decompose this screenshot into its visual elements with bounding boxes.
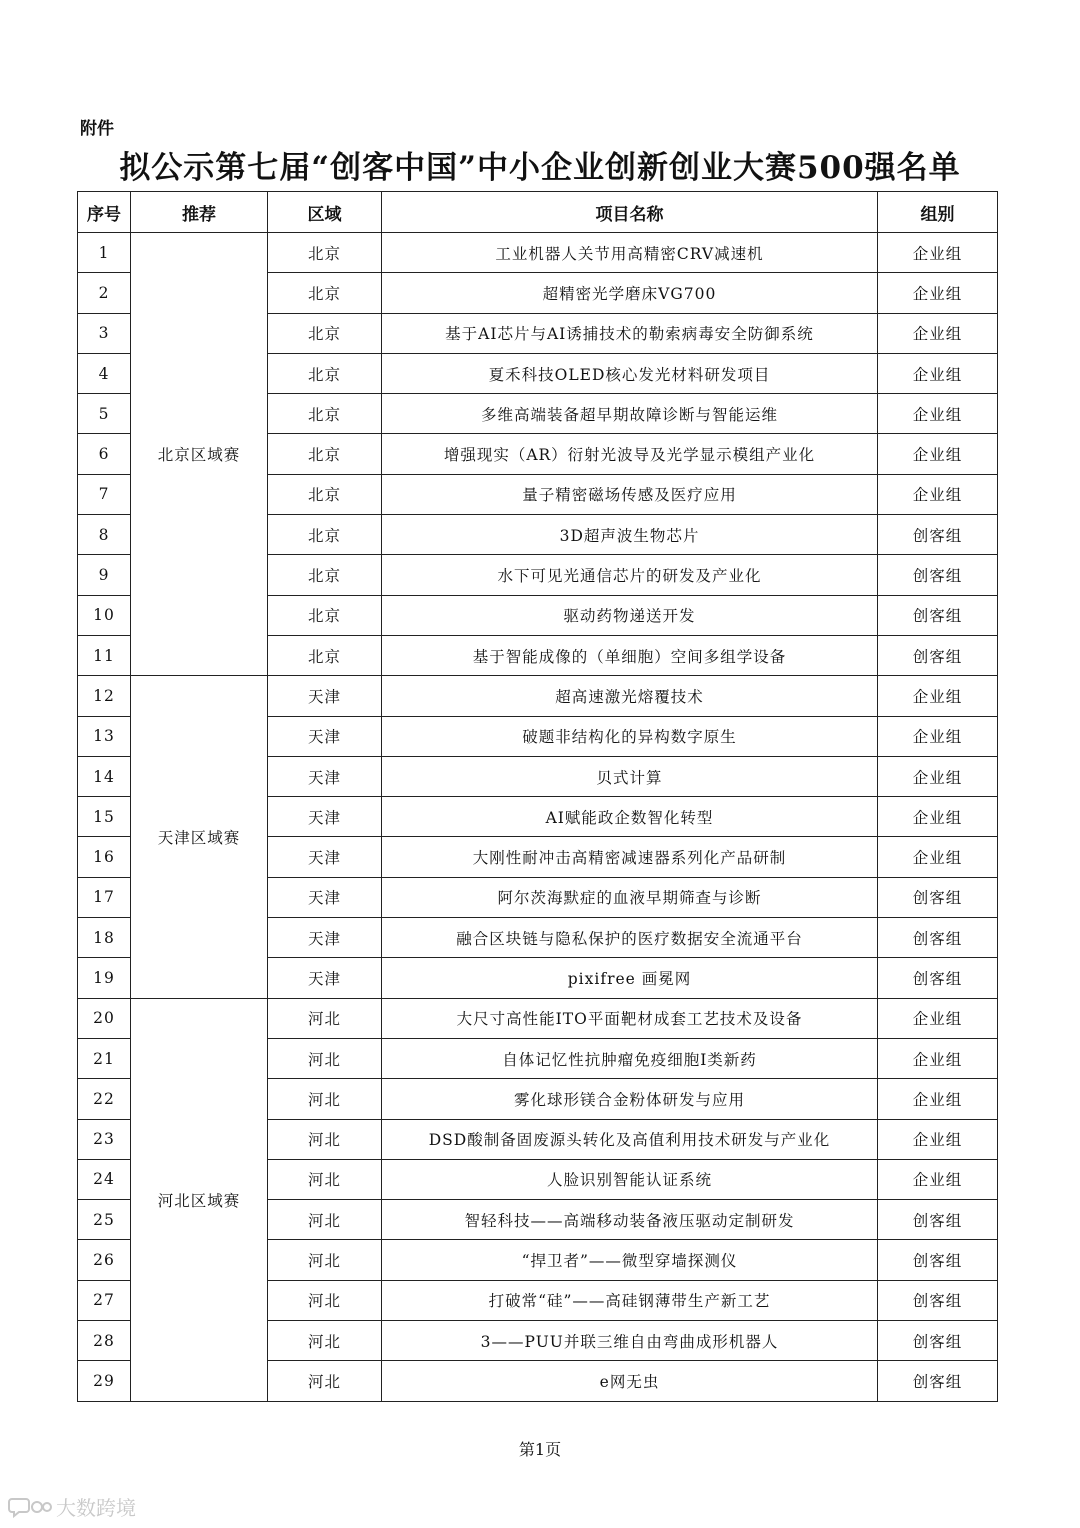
column-header-project-name: 项目名称 [382,192,878,233]
row-number-cell: 4 [78,353,131,393]
project-name-cell: 雾化球形镁合金粉体研发与应用 [382,1079,878,1119]
group-cell: 企业组 [878,1079,998,1119]
table-row [78,998,998,1038]
project-name-cell: 阿尔茨海默症的血液早期筛查与诊断 [382,877,878,917]
chat-bubble-logo-icon [8,1495,52,1519]
row-number-cell: 3 [78,313,131,353]
group-cell: 企业组 [878,676,998,716]
row-number-cell: 15 [78,797,131,837]
region-cell: 河北 [268,1038,382,1078]
project-name-cell: 智轻科技——高端移动装备液压驱动定制研发 [382,1200,878,1240]
row-number-cell: 29 [78,1361,131,1401]
project-name-cell: 大尺寸高性能ITO平面靶材成套工艺技术及设备 [382,998,878,1038]
group-cell: 创客组 [878,1321,998,1361]
group-cell: 企业组 [878,716,998,756]
column-header-number: 序号 [78,192,131,233]
project-name-cell: 人脸识别智能认证系统 [382,1159,878,1199]
group-cell: 企业组 [878,394,998,434]
project-name-cell: 自体记忆性抗肿瘤免疫细胞Ⅰ类新药 [382,1038,878,1078]
row-number-cell: 27 [78,1280,131,1320]
row-number-cell: 25 [78,1200,131,1240]
group-cell: 企业组 [878,434,998,474]
project-name-cell: 基于AI芯片与AI诱捕技术的勒索病毒安全防御系统 [382,313,878,353]
row-number-cell: 24 [78,1159,131,1199]
group-cell: 企业组 [878,1038,998,1078]
project-name-cell: 工业机器人关节用高精密CRV减速机 [382,233,878,273]
recommend-cell: 北京区域赛 [131,233,268,676]
group-cell: 创客组 [878,918,998,958]
group-cell: 企业组 [878,1159,998,1199]
row-number-cell: 11 [78,635,131,675]
project-name-cell: 破题非结构化的异构数字原生 [382,716,878,756]
group-cell: 企业组 [878,273,998,313]
region-cell: 北京 [268,595,382,635]
group-cell: 企业组 [878,998,998,1038]
row-number-cell: 13 [78,716,131,756]
project-name-cell: 超高速激光熔覆技术 [382,676,878,716]
region-cell: 河北 [268,1079,382,1119]
region-cell: 河北 [268,1200,382,1240]
row-number-cell: 18 [78,918,131,958]
row-number-cell: 19 [78,958,131,998]
region-cell: 北京 [268,515,382,555]
project-name-cell: 增强现实（AR）衍射光波导及光学显示模组产业化 [382,434,878,474]
row-number-cell: 21 [78,1038,131,1078]
region-cell: 北京 [268,474,382,514]
row-number-cell: 16 [78,837,131,877]
group-cell: 创客组 [878,515,998,555]
region-cell: 天津 [268,797,382,837]
region-cell: 河北 [268,1361,382,1401]
project-name-cell: 驱动药物递送开发 [382,595,878,635]
region-cell: 北京 [268,555,382,595]
group-cell: 创客组 [878,958,998,998]
group-cell: 企业组 [878,797,998,837]
row-number-cell: 22 [78,1079,131,1119]
page-title: 拟公示第七届“创客中国”中小企业创新创业大赛500强名单 [119,150,961,186]
project-name-cell: “捍卫者”——微型穿墙探测仪 [382,1240,878,1280]
row-number-cell: 6 [78,434,131,474]
project-name-cell: 多维高端装备超早期故障诊断与智能运维 [382,394,878,434]
project-name-cell: 贝式计算 [382,756,878,796]
region-cell: 天津 [268,837,382,877]
project-name-cell: 超精密光学磨床VG700 [382,273,878,313]
region-cell: 北京 [268,353,382,393]
row-number-cell: 7 [78,474,131,514]
group-cell: 创客组 [878,595,998,635]
project-name-cell: 基于智能成像的（单细胞）空间多组学设备 [382,635,878,675]
group-cell: 企业组 [878,313,998,353]
region-cell: 河北 [268,1159,382,1199]
row-number-cell: 12 [78,676,131,716]
watermark-text: 大数跨境 [56,1496,136,1520]
project-name-cell: 夏禾科技OLED核心发光材料研发项目 [382,353,878,393]
group-cell: 企业组 [878,474,998,514]
column-header-recommend: 推荐 [131,192,268,233]
project-name-cell: 融合区块链与隐私保护的医疗数据安全流通平台 [382,918,878,958]
project-name-cell: pixifree 画冕网 [382,958,878,998]
row-number-cell: 20 [78,998,131,1038]
row-number-cell: 17 [78,877,131,917]
region-cell: 天津 [268,877,382,917]
row-number-cell: 8 [78,515,131,555]
group-cell: 创客组 [878,1361,998,1401]
region-cell: 北京 [268,313,382,353]
project-name-cell: DSD酸制备固废源头转化及高值利用技术研发与产业化 [382,1119,878,1159]
region-cell: 河北 [268,998,382,1038]
page-number: 第1页 [518,1440,562,1459]
region-cell: 河北 [268,1321,382,1361]
row-number-cell: 28 [78,1321,131,1361]
region-cell: 河北 [268,1119,382,1159]
table-header-row [78,192,998,233]
region-cell: 河北 [268,1280,382,1320]
attachment-label: 附件 [80,119,114,139]
row-number-cell: 14 [78,756,131,796]
row-number-cell: 5 [78,394,131,434]
project-name-cell: AI赋能政企数智化转型 [382,797,878,837]
table-row [78,233,998,273]
project-name-cell: 3D超声波生物芯片 [382,515,878,555]
region-cell: 天津 [268,958,382,998]
group-cell: 创客组 [878,1200,998,1240]
region-cell: 天津 [268,676,382,716]
region-cell: 天津 [268,918,382,958]
group-cell: 创客组 [878,877,998,917]
award-list-table [77,191,998,1402]
row-number-cell: 10 [78,595,131,635]
row-number-cell: 26 [78,1240,131,1280]
region-cell: 北京 [268,394,382,434]
table-body [78,233,998,1402]
group-cell: 企业组 [878,756,998,796]
region-cell: 北京 [268,233,382,273]
column-header-region: 区域 [268,192,382,233]
row-number-cell: 2 [78,273,131,313]
group-cell: 创客组 [878,555,998,595]
region-cell: 河北 [268,1240,382,1280]
watermark [8,1492,136,1521]
group-cell: 创客组 [878,635,998,675]
recommend-cell: 天津区域赛 [131,676,268,998]
group-cell: 企业组 [878,837,998,877]
group-cell: 企业组 [878,1119,998,1159]
group-cell: 企业组 [878,353,998,393]
region-cell: 北京 [268,273,382,313]
row-number-cell: 23 [78,1119,131,1159]
project-name-cell: e网无虫 [382,1361,878,1401]
row-number-cell: 1 [78,233,131,273]
recommend-cell: 河北区域赛 [131,998,268,1401]
project-name-cell: 水下可见光通信芯片的研发及产业化 [382,555,878,595]
project-name-cell: 量子精密磁场传感及医疗应用 [382,474,878,514]
project-name-cell: 大刚性耐冲击高精密减速器系列化产品研制 [382,837,878,877]
group-cell: 创客组 [878,1280,998,1320]
group-cell: 企业组 [878,233,998,273]
region-cell: 北京 [268,434,382,474]
table-row [78,676,998,716]
group-cell: 创客组 [878,1240,998,1280]
region-cell: 北京 [268,635,382,675]
project-name-cell: 3——PUU并联三维自由弯曲成形机器人 [382,1321,878,1361]
column-header-group: 组别 [878,192,998,233]
project-name-cell: 打破常“硅”——高硅钢薄带生产新工艺 [382,1280,878,1320]
region-cell: 天津 [268,716,382,756]
region-cell: 天津 [268,756,382,796]
row-number-cell: 9 [78,555,131,595]
